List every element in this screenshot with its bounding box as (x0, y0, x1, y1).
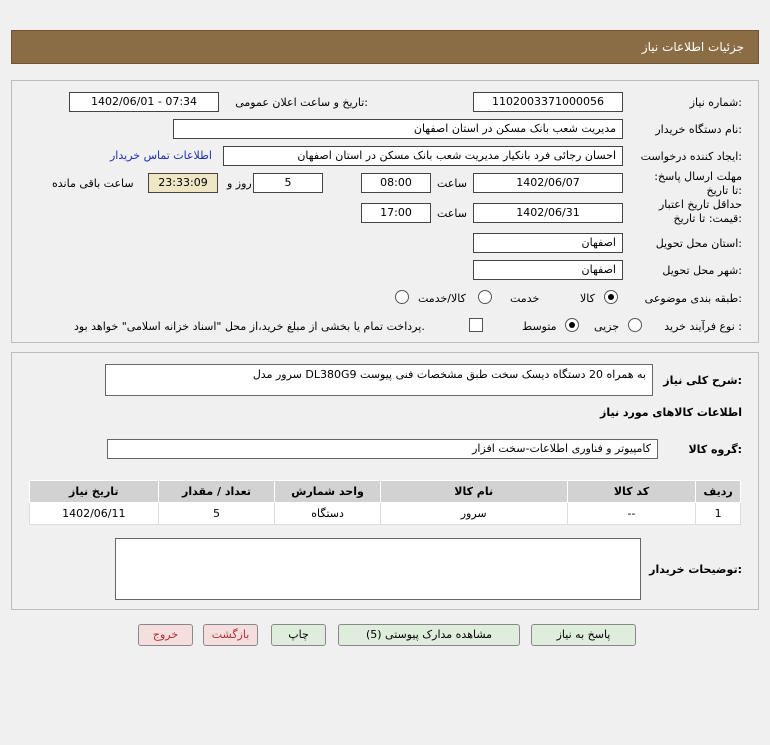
price-validity-label: حداقل تاریخ اعتبار قیمت: تا تاریخ: (658, 198, 742, 225)
contact-buyer-link[interactable]: اطلاعات تماس خریدار (110, 149, 212, 162)
price-validity-time-label: ساعت (437, 207, 467, 220)
category-goods-service-label: کالا/خدمت (418, 292, 466, 305)
category-goods-label: کالا (580, 292, 595, 305)
buyer-notes-field (115, 538, 641, 600)
reply-button[interactable]: پاسخ به نیاز (531, 624, 636, 646)
process-minor-radio[interactable] (628, 318, 642, 332)
goods-table-header (30, 481, 741, 503)
process-minor-label: جزیی (594, 320, 620, 333)
table-row[interactable] (30, 503, 741, 525)
reply-time-field: 08:00 (361, 173, 431, 193)
cell-row: 1 (696, 503, 741, 525)
col-need-date: تاریخ نیاز (30, 481, 159, 503)
process-label: نوع فرآیند خرید : (664, 320, 742, 333)
col-row: ردیف (696, 481, 741, 503)
need-number-field: 1102003371000056 (473, 92, 623, 112)
col-goods-code: کد کالا (567, 481, 696, 503)
cell-quantity: 5 (158, 503, 275, 525)
reply-time-label: ساعت (437, 177, 467, 190)
cell-unit: دستگاه (275, 503, 380, 525)
reply-date-field: 1402/06/07 (473, 173, 623, 193)
buyer-notes-label: توضیحات خریدار: (649, 563, 742, 576)
buyer-org-field: مدیریت شعب بانک مسکن در استان اصفهان (173, 119, 623, 139)
print-button[interactable]: چاپ (271, 624, 326, 646)
requester-field: احسان رجائی فرد بانکیار مدیریت شعب بانک مسکن در استان اصفهان (223, 146, 623, 166)
category-goods-radio[interactable] (604, 290, 618, 304)
category-goods-service-radio[interactable] (395, 290, 409, 304)
price-validity-time-field: 17:00 (361, 203, 431, 223)
general-desc-field: سرور مدل DL380G9 به همراه 20 دستگاه دیسک سخت طبق مشخصات فنی پیوست (105, 364, 653, 396)
requester-label: ایجاد کننده درخواست: (640, 150, 742, 163)
payment-note: پرداخت تمام یا بخشی از مبلغ خرید،از محل "اسناد خزانه اسلامی" خواهد بود. (74, 320, 425, 333)
process-medium-radio[interactable] (565, 318, 579, 332)
reply-deadline-label: مهلت ارسال پاسخ: تا تاریخ: (654, 170, 742, 197)
page-header (11, 30, 759, 64)
cell-goods-code: -- (567, 503, 696, 525)
category-service-label: خدمت (510, 292, 540, 305)
days-label: روز و (227, 177, 252, 190)
back-button[interactable]: بازگشت (203, 624, 258, 646)
delivery-province-label: استان محل تحویل: (655, 237, 742, 250)
cell-need-date: 1402/06/11 (30, 503, 159, 525)
exit-button[interactable]: خروج (138, 624, 193, 646)
need-number-label: شماره نیاز: (689, 96, 742, 109)
category-label: طبقه بندی موضوعی: (644, 292, 742, 305)
delivery-city-label: شهر محل تحویل: (662, 264, 742, 277)
days-field: 5 (253, 173, 323, 193)
goods-table (29, 480, 741, 525)
general-desc-label: شرح کلی نیاز: (663, 374, 742, 387)
announce-field: 1402/06/01 - 07:34 (69, 92, 219, 112)
col-quantity: تعداد / مقدار (158, 481, 275, 503)
delivery-province-field: اصفهان (473, 233, 623, 253)
attachments-button[interactable]: مشاهده مدارک پیوستی (5) (338, 624, 520, 646)
goods-group-field: کامپیوتر و فناوری اطلاعات-سخت افزار (107, 439, 658, 459)
goods-group-label: گروه کالا: (688, 443, 742, 456)
price-validity-date-field: 1402/06/31 (473, 203, 623, 223)
buyer-org-label: نام دستگاه خریدار: (655, 123, 742, 136)
cell-goods-name: سرور (380, 503, 567, 525)
process-medium-label: متوسط (522, 320, 557, 333)
treasury-payment-checkbox[interactable] (469, 318, 483, 332)
announce-label: تاریخ و ساعت اعلان عمومی: (235, 96, 368, 109)
col-goods-name: نام کالا (380, 481, 567, 503)
page-title: جزئیات اطلاعات نیاز (641, 40, 744, 54)
remaining-label: ساعت باقی مانده (52, 177, 134, 190)
goods-info-heading: اطلاعات کالاهای مورد نیاز (600, 406, 742, 419)
col-unit: واحد شمارش (275, 481, 380, 503)
remaining-time-field: 23:33:09 (148, 173, 218, 193)
delivery-city-field: اصفهان (473, 260, 623, 280)
category-service-radio[interactable] (478, 290, 492, 304)
